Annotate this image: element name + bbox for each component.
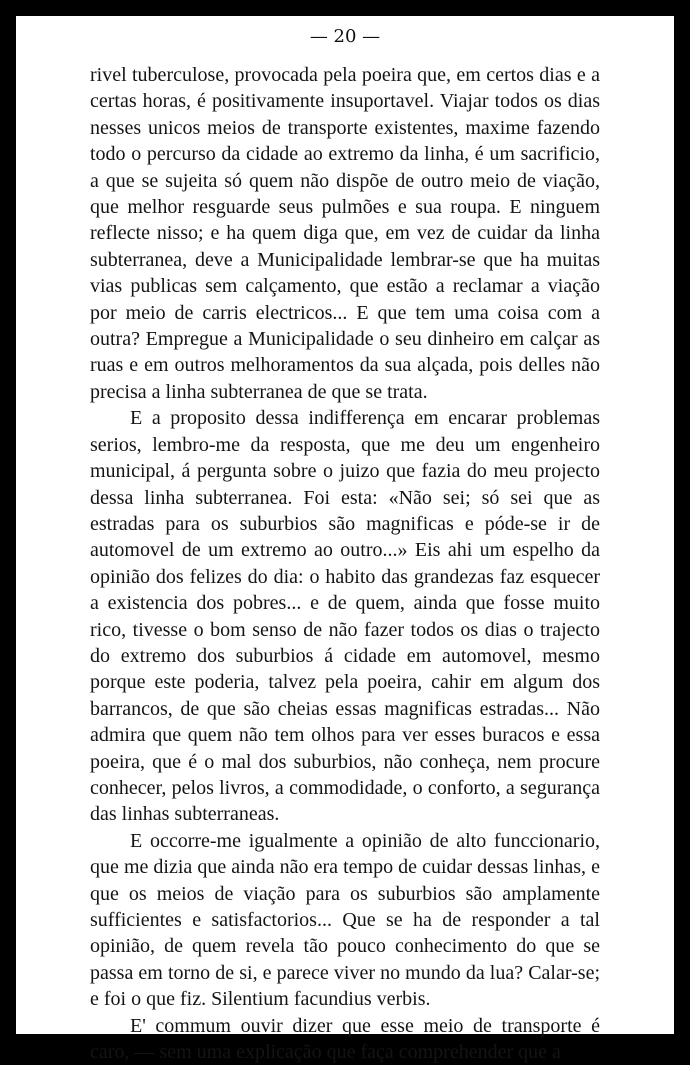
body-text — [90, 62, 600, 1065]
page-number: — 20 — — [309, 26, 381, 47]
paragraph-4: E' commum ouvir dizer que esse meio de transporte é caro, — sem uma explicação que faça comprehender que a — [90, 1014, 600, 1064]
paragraph-2: E a proposito dessa indifferença em encarar problemas serios, lembro-me da resposta, que me deu um engenheiro municipal, á pergunta sobre o juizo que fazia do meu projecto dessa linha subterranea. Foi esta: «Não sei; só sei que as estradas para os suburbios são magnificas e póde-se ir de automovel de um extremo ao outro...» Eis ahi um espelho da opinião dos felizes do dia: o habito das grandezas faz esquecer a existencia dos pobres... e de quem, ainda que fosse muito rico, tivesse o bom senso de não fazer todos os dias o trajecto do extremo dos suburbios á cidade em automovel, mesmo porque este poderia, talvez pela poeira, cahir em algum dos barrancos, de que são cheias essas magnificas estradas... Não admira que quem não tem olhos para ver esses buracos e essa poeira, que é o mal dos suburbios, não conheça, nem procure conhecer, pelos livros, a commodidade, o conforto, a segurança das linhas subterraneas. — [90, 407, 600, 826]
paragraph-1: rivel tuberculose, provocada pela poeira que, em certos dias e a certas horas, é positivamente insuportavel. Viajar todos os dias nesses unicos meios de transporte existentes, maxime fazendo todo o percurso da cidade ao extremo da linha, é um sacrificio, a que se sujeita só quem não dispõe de outro meio de viação, que melhor resguarde seus pulmões e sua roupa. E ninguem reflecte nisso; e ha quem diga que, em vez de cuidar da linha subterranea, deve a Municipalidade lembrar-se que ha muitas vias publicas sem calçamento, que estão a reclamar a viação por meio de carris electricos... E que tem uma coisa com a outra? Empregue a Municipalidade o seu dinheiro em calçar as ruas e em outros melhoramentos da sua alçada, pois delles não precisa a linha subterranea de que se trata. — [90, 64, 600, 403]
paragraph-3: E occorre-me igualmente a opinião de alto funccionario, que me dizia que ainda não era tempo de cuidar dessas linhas, e que os meios de viação para os suburbios são amplamente sufficientes e satisfactorios... Que se ha de responder a tal opinião, de quem revela tão pouco conhecimento do que se passa em torno de si, e parece viver no mundo da lua? Calar-se; e foi o que fiz. Silentium facundius verbis. — [90, 829, 600, 1011]
document-page — [16, 16, 674, 1064]
